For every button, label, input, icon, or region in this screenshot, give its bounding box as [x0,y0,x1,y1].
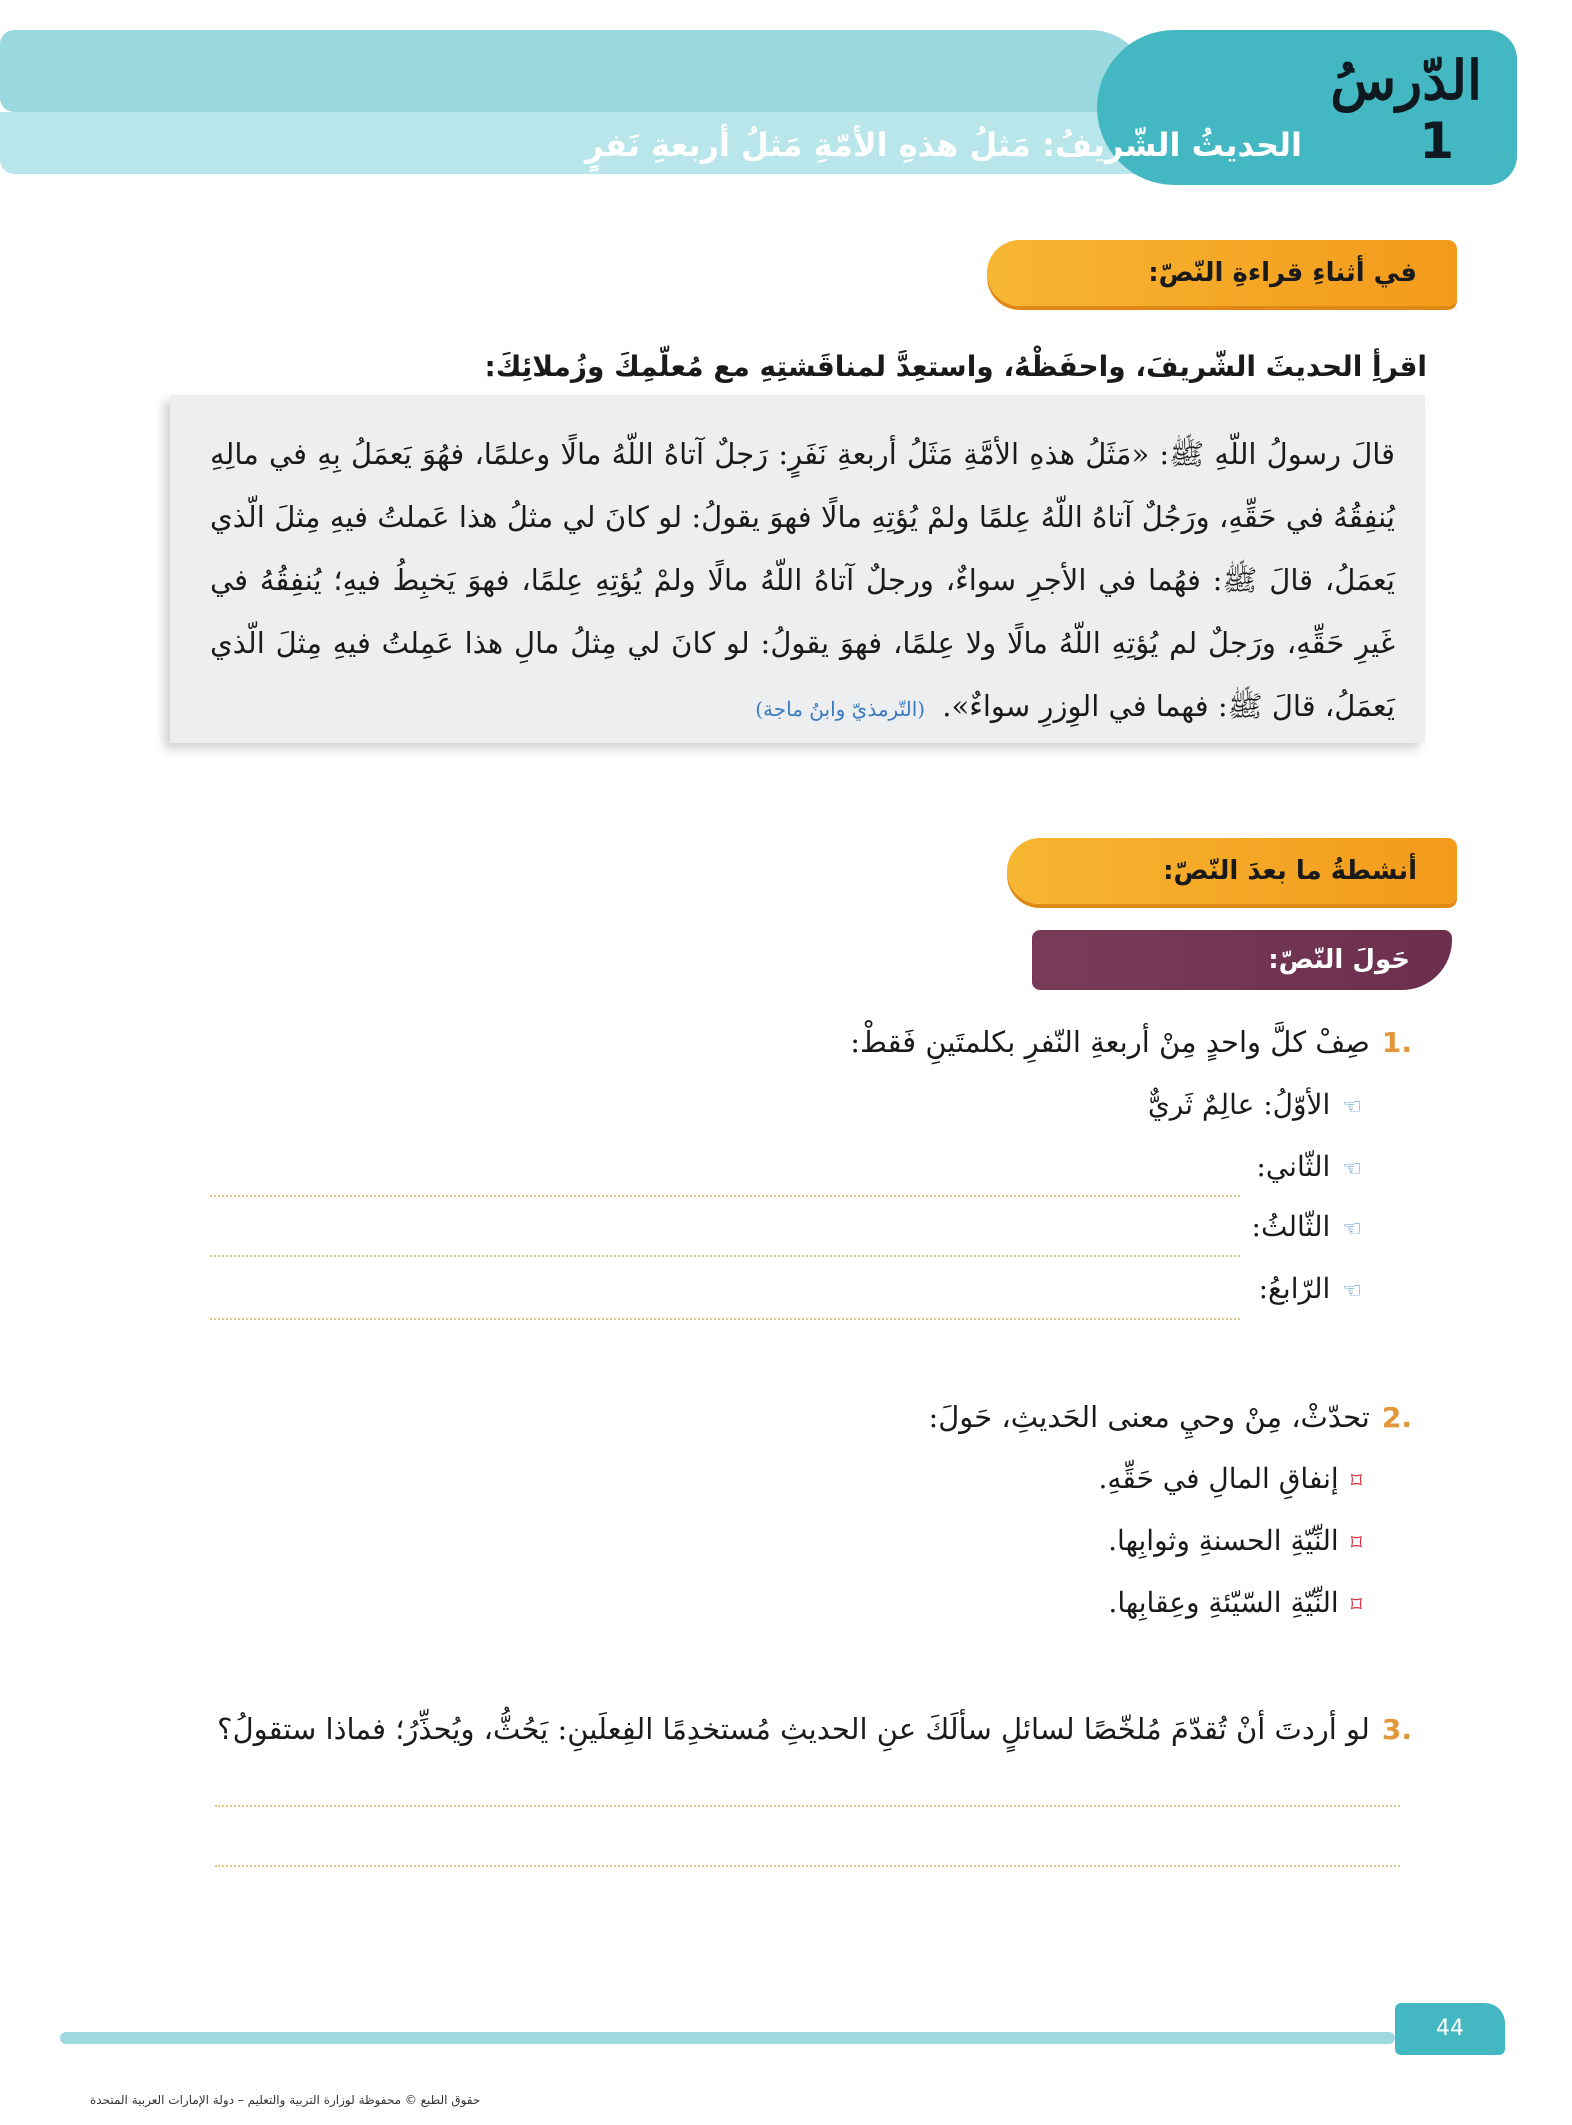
bullet-icon: ⌑ [1350,1593,1362,1618]
post-section-heading [1007,838,1457,904]
question-3-text: لو أردتَ أنْ تُقدّمَ مُلخّصًا لسائلٍ سألَكَ عنِ الحديثِ مُستخدِمًا الفِعلَينِ: يَحُثُّ، ويُحذِّرُ؛ فماذا ستقولُ؟ [217,1712,1370,1746]
header-banner-top [0,30,1150,112]
q1-item-label: الثّاني: [1256,1150,1331,1183]
question-3-number: .3 [1381,1713,1412,1746]
lesson-title: الحديثُ الشّريفُ: مَثلُ هذهِ الأمّةِ مَثلُ أربعةِ نَفرٍ [584,126,1302,164]
answer-line[interactable] [210,1255,1240,1257]
q1-item-label: الثّالثُ: [1251,1210,1331,1243]
reading-instruction: اقرأِ الحديثَ الشّريفَ، واحفَظْهُ، واستعِدَّ لمناقَشتِهِ مع مُعلّمِكَ وزُملائِكَ: [484,350,1427,383]
q2-item [162,1524,1362,1557]
reading-section-heading-text: في أثناءِ قراءةِ النّصّ: [1148,258,1417,288]
subsection-tab-text: حَولَ النّصّ: [1268,945,1410,975]
answer-line[interactable] [215,1805,1400,1807]
hand-pointer-icon: ☜ [1342,1217,1362,1242]
q1-item-label: الرّابعُ: [1258,1272,1331,1305]
hadith-body: قالَ رسولُ اللّهِ ﷺ: «مَثَلُ هذهِ الأمَّةِ مَثَلُ أربعةِ نَفَرٍ: رَجلٌ آتاهُ اللّهُ مالًا وعلمًا، فهُوَ يَعمَلُ بِهِ في مالِهِ يُنفِقُهُ في حَقِّهِ، ورَجُلٌ آتاهُ اللّهُ عِلمًا ولمْ يُؤتِهِ مالًا فهوَ يقولُ: لو كانَ لي مثلُ هذا عَملتُ فيهِ مِثلَ الّذي يَعمَلُ، قالَ ﷺ: فهُما في الأجرِ سواءٌ، ورجلٌ آتاهُ اللّهُ مالًا ولمْ يُؤتِهِ عِلمًا، فهوَ يَخبِطُ فيهِ؛ يُنفِقُهُ في غَيرِ حَقِّهِ، ورَجلٌ لم يُؤتِهِ اللّهُ مالًا ولا عِلمًا، فهوَ يقولُ: لو كانَ لي مِثلُ مالِ هذا عَمِلتُ فيهِ مِثلَ الّذي يَعمَلُ، قالَ ﷺ: فهما في الوِزرِ سواءٌ». [210,437,1395,723]
subsection-tab [1032,930,1452,990]
hadith-box [170,395,1425,743]
answer-line[interactable] [210,1318,1240,1320]
hadith-source: (التّرمذيّ وابنُ ماجة) [755,697,926,721]
q1-item [162,1150,1362,1183]
answer-line[interactable] [210,1195,1240,1197]
hand-pointer-icon: ☜ [1342,1157,1362,1182]
answer-line[interactable] [215,1865,1400,1867]
question-2-number: .2 [1381,1401,1412,1434]
q1-item [162,1088,1362,1121]
lesson-number: 1 [1419,112,1454,170]
page-number: 44 [1395,2003,1505,2055]
reading-section-heading [987,240,1457,306]
hand-pointer-icon: ☜ [1342,1279,1362,1304]
q2-item-label: النِّيّةِ الحسنةِ وثوابِها. [1108,1524,1339,1557]
post-section-heading-text: أنشطةُ ما بعدَ النّصّ: [1163,856,1417,886]
q2-item-label: إنفاقِ المالِ في حَقِّهِ. [1098,1462,1339,1495]
bullet-icon: ⌑ [1350,1469,1362,1494]
copyright-notice: حقوق الطبع © محفوظة لوزارة التربية والتعليم – دولة الإمارات العربية المتحدة [90,2093,481,2107]
bullet-icon: ⌑ [1350,1531,1362,1556]
question-2-text: تحدّثْ، مِنْ وحيِ معنى الحَديثِ، حَولَ: [928,1400,1370,1434]
question-1-number: .1 [1381,1026,1412,1059]
question-1-text: صِفْ كلَّ واحدٍ مِنْ أربعةِ النّفرِ بكلمتَينِ فَقطْ: [850,1025,1370,1059]
q1-item [162,1210,1362,1243]
q1-item [162,1272,1362,1305]
q2-item [162,1586,1362,1619]
footer-bar [60,2032,1395,2044]
hand-pointer-icon: ☜ [1342,1095,1362,1120]
q1-item-label: الأوّلُ: عالِمٌ ثَريٌّ [1147,1088,1331,1121]
q2-item [162,1462,1362,1495]
q2-item-label: النِّيّةِ السّيّئةِ وعِقابِها. [1108,1586,1339,1619]
question-3 [162,1712,1412,1746]
hadith-text [210,423,1395,741]
question-1 [162,1025,1412,1059]
lesson-label: الدّرسُ [1330,48,1482,112]
question-2 [162,1400,1412,1434]
